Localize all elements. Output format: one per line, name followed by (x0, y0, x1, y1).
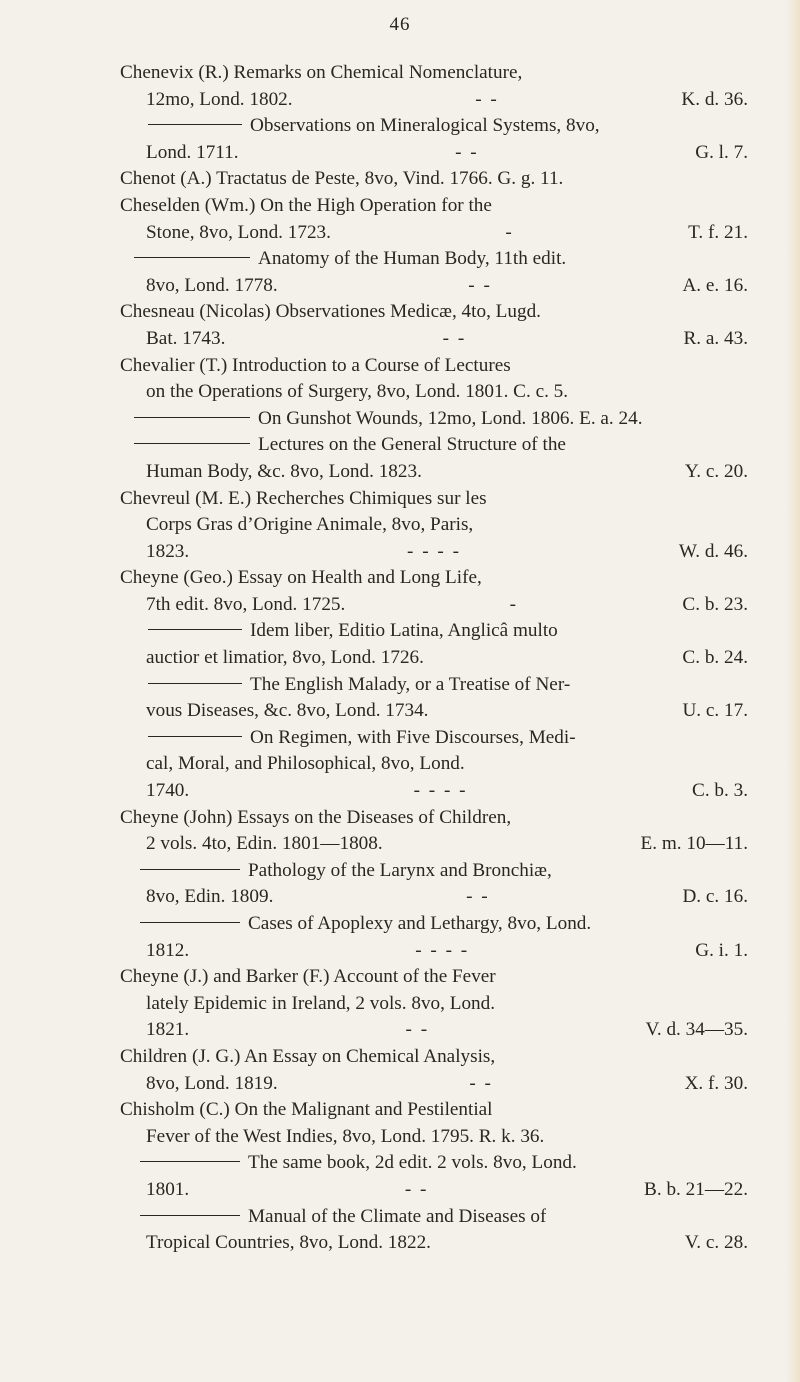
catalogue-entry (120, 805, 748, 858)
leader-dashes: - - (405, 1019, 430, 1041)
entry-text: Chenot (A.) Tractatus de Peste, 8vo, Vind. 1766. G. g. 11. (120, 168, 564, 190)
entry-continuation-line (120, 1124, 748, 1151)
leader-dashes: - - (404, 1178, 429, 1200)
entry-first-line (120, 246, 748, 273)
leader-dashes: - - (475, 88, 499, 110)
catalogue-entry (120, 618, 748, 671)
entry-text: 1801. (146, 1178, 190, 1200)
entry-text: The same book, 2d edit. 2 vols. 8vo, Lond. (248, 1152, 577, 1174)
catalogue-entry (120, 858, 748, 911)
entry-first-line (120, 1097, 748, 1124)
entry-text: Cheyne (J.) and Barker (F.) Account of the Fever (120, 966, 496, 988)
entry-first-line (120, 911, 748, 938)
shelf-mark: C. b. 23. (682, 593, 748, 615)
catalogue-entry (120, 1044, 748, 1097)
shelf-mark: A. e. 16. (682, 274, 748, 296)
entry-first-line (120, 618, 748, 645)
entry-text: Human Body, &c. 8vo, Lond. 1823. (146, 460, 422, 482)
entry-text: Lond. 1711. (146, 141, 239, 163)
shelf-mark: E. m. 10—11. (640, 833, 748, 855)
page-number: 46 (389, 14, 411, 35)
catalogue-entry (120, 911, 748, 964)
entry-text: on the Operations of Surgery, 8vo, Lond. 1801. C. c. 5. (146, 381, 569, 403)
entry-continuation-line (120, 592, 748, 619)
shelf-mark: K. d. 36. (681, 88, 748, 110)
entry-text: Chevreul (M. E.) Recherches Chimiques sur les (120, 487, 487, 509)
shelf-mark: X. f. 30. (684, 1072, 748, 1094)
catalogue-entry (120, 113, 748, 166)
entry-continuation-line (120, 87, 748, 114)
entry-first-line (120, 113, 748, 140)
catalogue-entry (120, 725, 748, 805)
shelf-mark: D. c. 16. (682, 886, 748, 908)
entry-text: 12mo, Lond. 1802. (146, 88, 293, 110)
catalogue-entries (120, 60, 748, 1257)
entry-text: On Gunshot Wounds, 12mo, Lond. 1806. E. a. 24. (258, 407, 643, 429)
entry-continuation-line (120, 379, 748, 406)
catalogue-entry (120, 1204, 748, 1257)
entry-text: 1821. (146, 1019, 190, 1041)
shelf-mark: R. a. 43. (683, 327, 748, 349)
ditto-dash (148, 683, 242, 684)
catalogue-entry (120, 353, 748, 406)
entry-first-line (120, 432, 748, 459)
entry-first-line (120, 672, 748, 699)
ditto-dash (148, 124, 242, 125)
leader-dashes: - - (468, 274, 492, 296)
catalogue-entry (120, 486, 748, 566)
shelf-mark: Y. c. 20. (684, 460, 748, 482)
entry-text: Cheyne (John) Essays on the Diseases of Children, (120, 806, 512, 828)
entry-text: 7th edit. 8vo, Lond. 1725. (146, 593, 346, 615)
catalogue-entry (120, 406, 748, 433)
entry-text: Lectures on the General Structure of the (258, 434, 566, 456)
entry-text: Fever of the West Indies, 8vo, Lond. 1795. R. k. 36. (146, 1125, 545, 1147)
entry-continuation-line (120, 751, 748, 778)
entry-text: Chesneau (Nicolas) Observationes Medicæ, 4to, Lugd. (120, 301, 541, 323)
shelf-mark: W. d. 46. (678, 540, 748, 562)
entry-text: 1740. (146, 780, 190, 802)
entry-continuation-line (120, 1071, 748, 1098)
leader-dashes: - - (455, 141, 479, 163)
entry-text: 8vo, Edin. 1809. (146, 886, 274, 908)
entry-continuation-line (120, 884, 748, 911)
shelf-mark: C. b. 24. (682, 647, 748, 669)
catalogue-entry (120, 166, 748, 193)
entry-text: Tropical Countries, 8vo, Lond. 1822. (146, 1232, 431, 1254)
entry-first-line (120, 60, 748, 87)
catalogue-entry (120, 672, 748, 725)
entry-text: Corps Gras d’Origine Animale, 8vo, Paris, (146, 514, 474, 536)
shelf-mark: B. b. 21—22. (644, 1178, 748, 1200)
entry-first-line (120, 565, 748, 592)
entry-text: Anatomy of the Human Body, 11th edit. (258, 248, 567, 270)
ditto-dash (134, 417, 250, 418)
entry-text: Chisholm (C.) On the Malignant and Pestilential (120, 1099, 493, 1121)
shelf-mark: G. l. 7. (695, 141, 748, 163)
entry-continuation-line (120, 1230, 748, 1257)
catalogue-entry (120, 565, 748, 618)
entry-first-line (120, 725, 748, 752)
ditto-dash (140, 1161, 240, 1162)
ditto-dash (148, 629, 242, 630)
entry-first-line (120, 1150, 748, 1177)
entry-continuation-line (120, 938, 748, 965)
entry-continuation-line (120, 991, 748, 1018)
ditto-dash (140, 869, 240, 870)
entry-text: Bat. 1743. (146, 327, 226, 349)
entry-continuation-line (120, 698, 748, 725)
catalogue-entry (120, 1097, 748, 1150)
entry-continuation-line (120, 273, 748, 300)
entry-text: vous Diseases, &c. 8vo, Lond. 1734. (146, 700, 429, 722)
entry-first-line (120, 964, 748, 991)
catalogue-entry (120, 964, 748, 1044)
catalogue-entry (120, 432, 748, 485)
entry-continuation-line (120, 459, 748, 486)
catalogue-entry (120, 193, 748, 246)
entry-first-line (120, 1204, 748, 1231)
entry-text: auctior et limatior, 8vo, Lond. 1726. (146, 647, 424, 669)
entry-text: Stone, 8vo, Lond. 1723. (146, 221, 331, 243)
entry-text: Children (J. G.) An Essay on Chemical Analysis, (120, 1045, 496, 1067)
entry-text: Observations on Mineralogical Systems, 8vo, (250, 115, 600, 137)
leader-dashes: - - - - (413, 780, 468, 802)
shelf-mark: C. b. 3. (692, 780, 748, 802)
leader-dashes: - - - - (415, 939, 470, 961)
entry-continuation-line (120, 645, 748, 672)
entry-text: 8vo, Lond. 1819. (146, 1072, 278, 1094)
catalogue-entry (120, 60, 748, 113)
entry-text: 2 vols. 4to, Edin. 1801—1808. (146, 833, 383, 855)
entry-first-line (120, 353, 748, 380)
entry-continuation-line (120, 140, 748, 167)
catalogue-entry (120, 246, 748, 299)
shelf-mark: V. d. 34—35. (645, 1019, 748, 1041)
ditto-dash (134, 443, 250, 444)
entry-text: Cheselden (Wm.) On the High Operation for the (120, 194, 492, 216)
entry-text: Cases of Apoplexy and Lethargy, 8vo, Lond. (248, 913, 592, 934)
entry-first-line (120, 299, 748, 326)
entry-text: Pathology of the Larynx and Bronchiæ, (248, 859, 552, 881)
shelf-mark: T. f. 21. (688, 221, 748, 243)
entry-continuation-line (120, 831, 748, 858)
shelf-mark: G. i. 1. (695, 939, 748, 961)
entry-text: 1823. (146, 540, 190, 562)
ditto-dash (148, 736, 242, 737)
entry-text: 8vo, Lond. 1778. (146, 274, 278, 296)
entry-first-line (120, 193, 748, 220)
entry-text: lately Epidemic in Ireland, 2 vols. 8vo, Lond. (146, 992, 496, 1014)
entry-continuation-line (120, 512, 748, 539)
entry-continuation-line (120, 778, 748, 805)
entry-text: 1812. (146, 939, 190, 961)
entry-continuation-line (120, 1177, 748, 1204)
page-edge-discoloration (786, 0, 800, 1382)
entry-first-line (120, 1044, 748, 1071)
entry-continuation-line (120, 326, 748, 353)
leader-dashes: - (509, 593, 519, 615)
leader-dashes: - (505, 221, 514, 243)
entry-continuation-line (120, 220, 748, 247)
leader-dashes: - - (442, 327, 467, 349)
entry-text: Chevalier (T.) Introduction to a Course of Lectures (120, 354, 511, 376)
entry-text: Idem liber, Editio Latina, Anglicâ multo (250, 620, 558, 642)
entry-first-line (120, 858, 748, 885)
entry-first-line (120, 406, 748, 433)
catalogue-entry (120, 299, 748, 352)
catalogue-entry (120, 1150, 748, 1203)
leader-dashes: - - (469, 1072, 493, 1094)
shelf-mark: V. c. 28. (684, 1232, 748, 1254)
ditto-dash (140, 922, 240, 923)
entry-first-line (120, 166, 748, 193)
leader-dashes: - - (466, 886, 490, 908)
entry-text: On Regimen, with Five Discourses, Medi- (250, 726, 576, 748)
entry-first-line (120, 805, 748, 832)
leader-dashes: - - - - (407, 540, 461, 562)
entry-text: cal, Moral, and Philosophical, 8vo, Lond. (146, 753, 465, 775)
entry-continuation-line (120, 1017, 748, 1044)
entry-first-line (120, 486, 748, 513)
entry-text: Manual of the Climate and Diseases of (248, 1205, 547, 1227)
entry-text: Chenevix (R.) Remarks on Chemical Nomenclature, (120, 62, 523, 83)
entry-text: The English Malady, or a Treatise of Ner- (250, 673, 571, 695)
ditto-dash (140, 1215, 240, 1216)
entry-continuation-line (120, 539, 748, 566)
shelf-mark: U. c. 17. (682, 700, 748, 722)
ditto-dash (134, 257, 250, 258)
entry-text: Cheyne (Geo.) Essay on Health and Long Life, (120, 567, 482, 589)
